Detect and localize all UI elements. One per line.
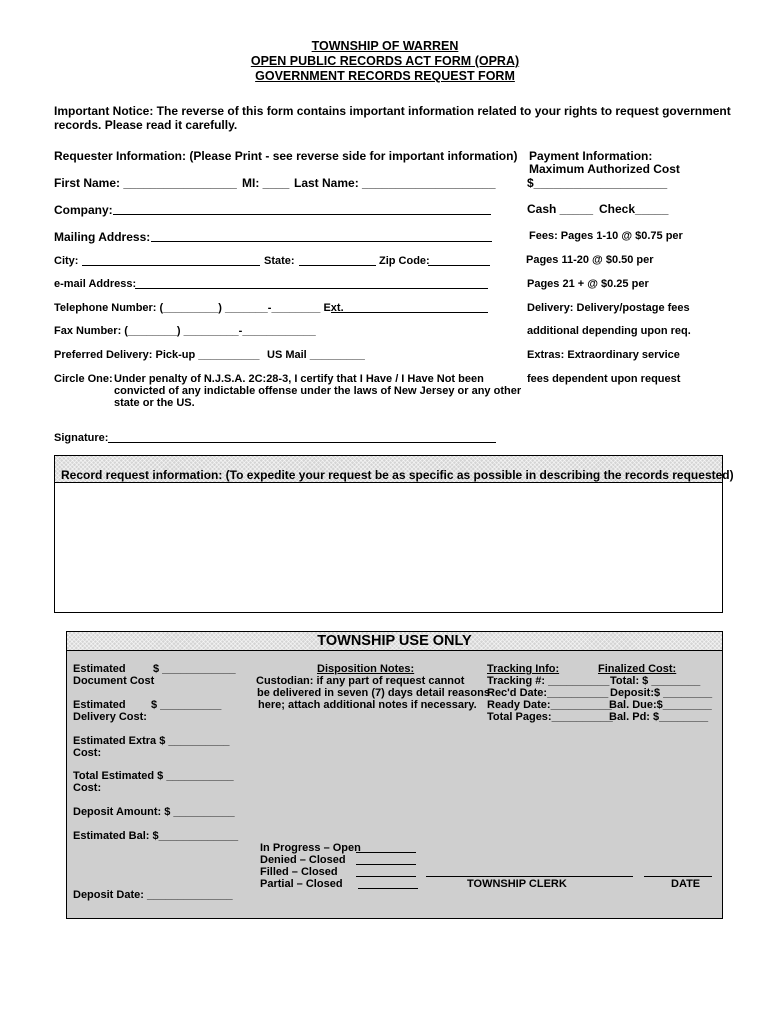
cash-field[interactable]: Cash _____: [527, 202, 594, 216]
city-label: City:: [54, 255, 79, 267]
circle-one-label: Circle One:: [54, 373, 113, 385]
requester-heading: Requester Information: (Please Print - see reverse side for important information): [54, 149, 518, 163]
email-label: e-mail Address:: [54, 278, 137, 290]
fees-line-1: Fees: Pages 1-10 @ $0.75 per: [529, 230, 683, 242]
mailing-address-label: Mailing Address:: [54, 230, 151, 244]
first-name-field[interactable]: First Name: _________________: [54, 176, 237, 190]
delivery-fees-line-1: Delivery: Delivery/postage fees: [527, 302, 690, 314]
company-field[interactable]: [113, 214, 491, 215]
max-cost-field[interactable]: $____________________: [527, 176, 668, 190]
company-label: Company:: [54, 203, 113, 217]
form-title-opra: OPEN PUBLIC RECORDS ACT FORM (OPRA): [250, 54, 520, 68]
status-filled-label: Filled – Closed: [260, 866, 338, 878]
est-delivery-label-1: Estimated: [73, 699, 126, 711]
disposition-line-1: Custodian: if any part of request cannot: [256, 675, 465, 687]
total-est-field[interactable]: Total Estimated $ ___________: [73, 770, 234, 782]
total-pages-field[interactable]: Total Pages:__________: [487, 711, 613, 723]
form-title-township: TOWNSHIP OF WARREN: [311, 39, 459, 53]
clerk-date-label: DATE: [671, 878, 701, 890]
telephone-field[interactable]: Telephone Number: (_________) _______-________ Ext.: [54, 302, 344, 314]
pickup-field[interactable]: Preferred Delivery: Pick-up __________: [54, 349, 260, 361]
disposition-heading: Disposition Notes:: [317, 663, 415, 675]
est-doc-label-1: Estimated: [73, 663, 126, 675]
fees-line-2: Pages 11-20 @ $0.50 per: [526, 254, 654, 266]
disposition-line-3: here; attach additional notes if necessary.: [258, 699, 477, 711]
status-denied-label: Denied – Closed: [260, 854, 346, 866]
check-field[interactable]: Check_____: [599, 202, 669, 216]
mi-field[interactable]: MI: ____: [242, 176, 290, 190]
city-field[interactable]: [82, 265, 260, 266]
final-bal-pd-field[interactable]: Bal. Pd: $________: [609, 711, 709, 723]
delivery-fees-line-2: additional depending upon req.: [527, 325, 691, 337]
status-denied-field[interactable]: [356, 864, 416, 865]
payment-heading: Payment Information:: [529, 149, 653, 163]
est-extra-field[interactable]: Estimated Extra $ __________: [73, 735, 230, 747]
est-doc-field[interactable]: $ ____________: [153, 663, 236, 675]
signature-field[interactable]: [108, 442, 496, 443]
township-use-box: [66, 631, 723, 919]
total-est-label-2: Cost:: [73, 782, 102, 794]
status-partial-field[interactable]: [358, 888, 418, 889]
state-field[interactable]: [299, 265, 376, 266]
est-extra-label-2: Cost:: [73, 747, 102, 759]
status-filled-field[interactable]: [356, 876, 416, 877]
extras-line-2: fees dependent upon request: [527, 373, 681, 385]
status-partial-label: Partial – Closed: [260, 878, 343, 890]
extension-field[interactable]: [331, 312, 488, 313]
township-use-title: TOWNSHIP USE ONLY: [317, 633, 472, 649]
est-delivery-field[interactable]: $ __________: [151, 699, 222, 711]
clerk-signature-line[interactable]: [426, 876, 633, 877]
fax-field[interactable]: Fax Number: (________) _________-____________: [54, 325, 316, 337]
ready-date-field[interactable]: Ready Date:__________: [487, 699, 612, 711]
final-deposit-field[interactable]: Deposit:$ ________: [610, 687, 713, 699]
clerk-date-line[interactable]: [644, 876, 712, 877]
zip-field[interactable]: [428, 265, 490, 266]
finalized-heading: Finalized Cost:: [598, 663, 677, 675]
status-in-progress-field[interactable]: [356, 852, 416, 853]
certification-line-1[interactable]: Under penalty of N.J.S.A. 2C:28-3, I certify that I Have / I Have Not been: [114, 373, 484, 385]
status-in-progress-label: In Progress – Open: [260, 842, 361, 854]
notice-line-1: Important Notice: The reverse of this form contains important information related to your rights to request government: [54, 104, 731, 118]
last-name-field[interactable]: Last Name: ____________________: [294, 176, 496, 190]
certification-line-2: convicted of any indictable offense under the laws of New Jersey or any other: [114, 385, 522, 397]
record-request-box: [54, 455, 734, 613]
form-title-request: GOVERNMENT RECORDS REQUEST FORM: [255, 69, 515, 83]
certification-line-3: state or the US.: [114, 397, 195, 409]
estimated-bal-field[interactable]: Estimated Bal: $_____________: [73, 830, 239, 842]
final-bal-due-field[interactable]: Bal. Due:$________: [609, 699, 712, 711]
fees-line-3: Pages 21 + @ $0.25 per: [527, 278, 649, 290]
mailing-address-field[interactable]: [151, 241, 492, 242]
est-doc-label-2: Document Cost: [73, 675, 155, 687]
extras-line-1: Extras: Extraordinary service: [527, 349, 680, 361]
est-delivery-label-2: Delivery Cost:: [73, 711, 147, 723]
max-cost-label: Maximum Authorized Cost: [529, 162, 680, 176]
tracking-number-field[interactable]: Tracking #: __________: [487, 675, 610, 687]
zip-label: Zip Code:: [379, 255, 430, 267]
final-total-field[interactable]: Total: $ ________: [610, 675, 701, 687]
record-request-heading: Record request information: (To expedite your request be as specific as possible in describing the records requested): [61, 468, 734, 482]
signature-label: Signature:: [54, 432, 109, 444]
notice-line-2: records. Please read it carefully.: [54, 118, 238, 132]
tracking-heading: Tracking Info:: [487, 663, 560, 675]
deposit-date-field[interactable]: Deposit Date: ______________: [73, 889, 233, 901]
record-request-textarea[interactable]: [55, 483, 722, 612]
state-label: State:: [264, 255, 295, 267]
recd-date-field[interactable]: Rec'd Date:__________: [487, 687, 609, 699]
email-field[interactable]: [135, 288, 488, 289]
township-clerk-label: TOWNSHIP CLERK: [467, 878, 567, 890]
us-mail-field[interactable]: US Mail _________: [267, 349, 365, 361]
disposition-line-2: be delivered in seven (7) days detail reasons: [257, 687, 490, 699]
deposit-amount-field[interactable]: Deposit Amount: $ __________: [73, 806, 235, 818]
